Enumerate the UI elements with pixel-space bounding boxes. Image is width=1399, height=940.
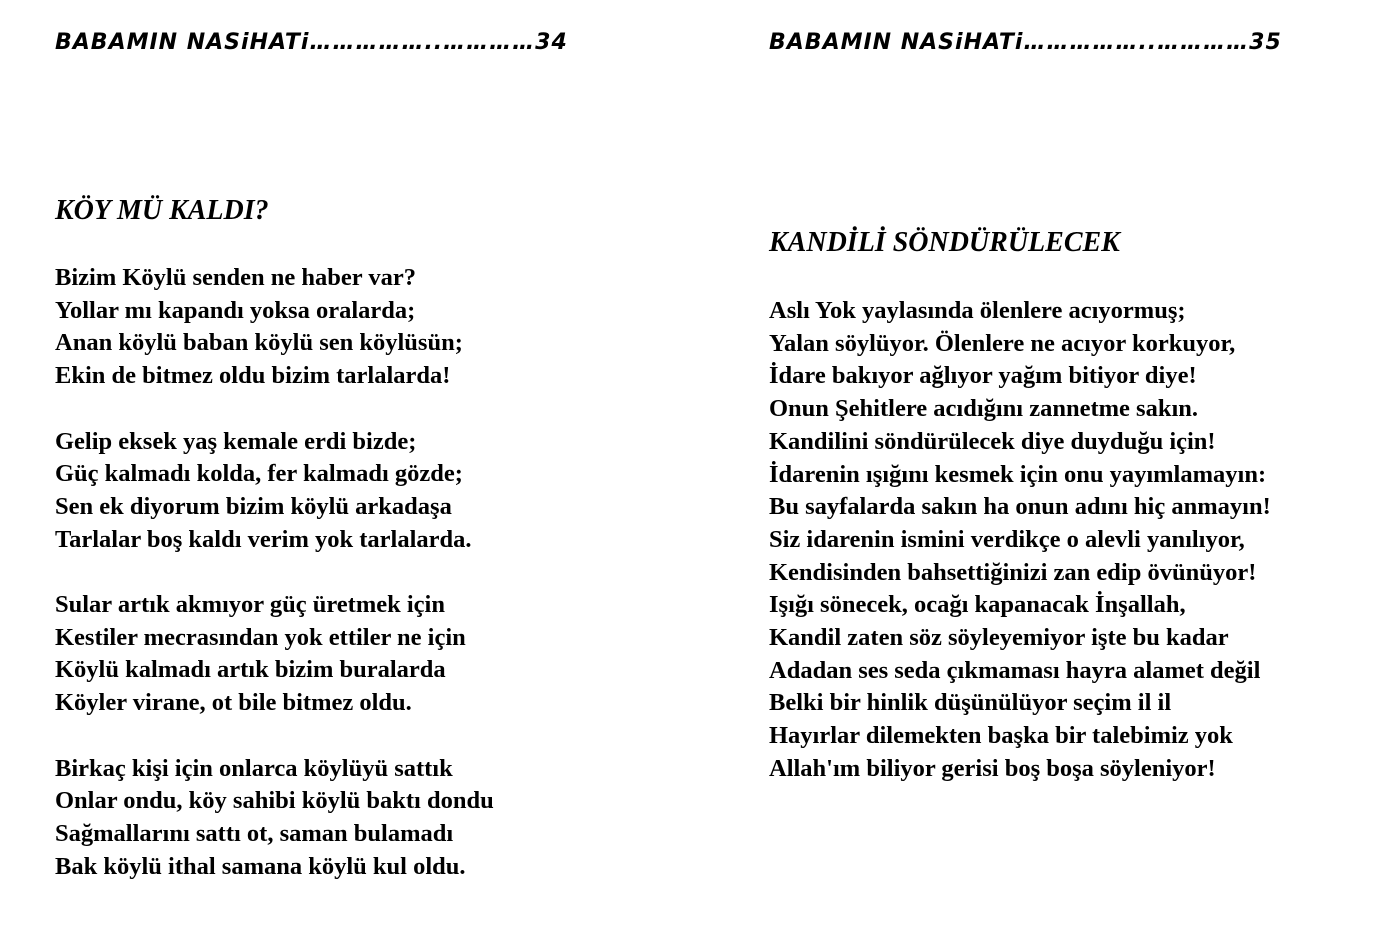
running-head: BABAMIN NASiHATi……………..…………35 (769, 30, 1282, 55)
verse-line: İdarenin ışığını kesmek için onu yayımlamayın: (769, 460, 1267, 488)
poem-body (55, 262, 494, 883)
verse-line: Kestiler mecrasından yok ettiler ne için (55, 623, 466, 651)
poem-title: KANDİLİ SÖNDÜRÜLECEK (769, 227, 1120, 258)
verse-line: Bizim Köylü senden ne haber var? (55, 264, 416, 291)
verse-line: Anan köylü baban köylü sen köylüsün; (55, 329, 463, 357)
verse-line: Ekin de bitmez oldu bizim tarlalarda! (55, 362, 451, 390)
running-head: BABAMIN NASiHATi……………..…………34 (55, 30, 568, 55)
verse-line: Kandil zaten söz söyleyemiyor işte bu kadar (769, 624, 1229, 652)
stanza (55, 753, 494, 884)
verse-line: Bu sayfalarda sakın ha onun adını hiç anmayın! (769, 493, 1271, 521)
verse-line: Sen ek diyorum bizim köylü arkadaşa (55, 492, 452, 520)
verse-line: Güç kalmadı kolda, fer kalmadı gözde; (55, 460, 463, 488)
verse-line: Birkaç kişi için onlarca köylüyü sattık (55, 754, 453, 782)
verse-line: Yollar mı kapandı yoksa oralarda; (55, 296, 416, 324)
verse-line: Kandilini söndürülecek diye duyduğu için! (769, 427, 1216, 455)
verse-line: Kendisinden bahsettiğinizi zan edip övünüyor! (769, 558, 1257, 586)
stanza (55, 589, 494, 720)
verse-line: Yalan söylüyor. Ölenlere ne acıyor korkuyor, (769, 329, 1236, 357)
stanza (55, 262, 494, 393)
verse-line: Siz idarenin ismini verdikçe o alevli yanılıyor, (769, 525, 1245, 553)
verse-line: Sular artık akmıyor güç üretmek için (55, 591, 445, 618)
stanza (55, 426, 494, 557)
poem-title: KÖY MÜ KALDI? (55, 195, 269, 226)
poem-body (769, 295, 1271, 786)
verse-line: Tarlalar boş kaldı verim yok tarlalarda. (55, 525, 472, 553)
verse-line: Onlar ondu, köy sahibi köylü baktı dondu (55, 787, 494, 815)
verse-line: Allah'ım biliyor gerisi boş boşa söyleniyor! (769, 754, 1216, 782)
verse-line: Sağmallarını sattı ot, saman bulamadı (55, 819, 454, 847)
verse-line: Köyler virane, ot bile bitmez oldu. (55, 689, 412, 717)
verse-line: Gelip eksek yaş kemale erdi bizde; (55, 427, 417, 455)
verse-line: Bak köylü ithal samana köylü kul oldu. (55, 852, 466, 880)
verse-line: Belki bir hinlik düşünülüyor seçim il il (769, 689, 1172, 717)
verse-line: İdare bakıyor ağlıyor yağım bitiyor diye! (769, 362, 1197, 390)
verse-line: Adadan ses seda çıkmaması hayra alamet değil (769, 656, 1261, 684)
verse-line: Işığı sönecek, ocağı kapanacak İnşallah, (769, 591, 1186, 619)
verse-line: Onun Şehitlere acıdığını zannetme sakın. (769, 395, 1199, 423)
verse-line: Aslı Yok yaylasında ölenlere acıyormuş; (769, 297, 1186, 324)
right-page (700, 0, 1399, 940)
verse-line: Köylü kalmadı artık bizim buralarda (55, 656, 446, 684)
verse-line: Hayırlar dilemekten başka bir talebimiz yok (769, 722, 1233, 750)
stanza (769, 295, 1271, 786)
